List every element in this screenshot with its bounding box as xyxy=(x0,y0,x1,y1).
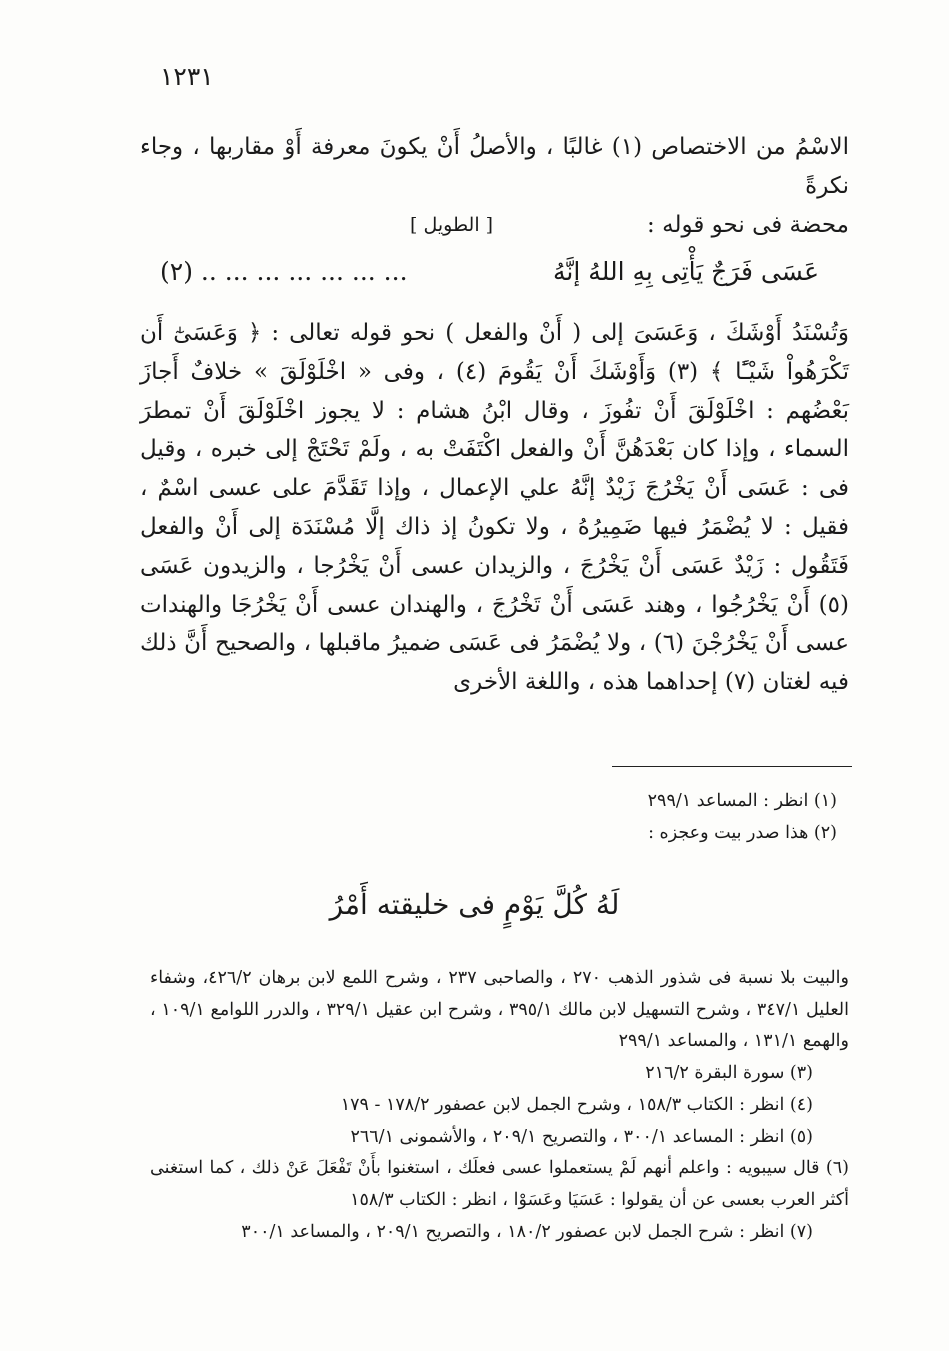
footnotes-top xyxy=(140,785,837,849)
footnote-6: (٦) قال سيبويه : واعلم أنهم لَمْ يستعملوا عسى فعلَك ، استغنوا بأَنْ تَفْعَلَ عَنْ ذلك ، كما استغنى أكثر العرب بعسى عن أن يقولوا : عَسَيَا وعَسَوْا ، انظر : الكتاب ١٥٨/٣ xyxy=(150,1158,849,1210)
footnote-2: (٢) هذا صدر بيت وعجزه : xyxy=(648,823,837,843)
verse-first-hemistich: عَسَى فَرَجٌ يَأْتِى بِهِ اللهُ إنَّهُ xyxy=(553,257,819,286)
body-paragraph: وَتُسْنَدُ أَوْشَكَ ، وَعَسَىَ إلى ( أَنْ والفعل ) نحو قوله تعالى : ﴿ وَعَسَىٰٓ أَن تَكْرَهُواْ شَيْـًٔا ﴾ (٣) وَأَوْشَكَ أَنْ يَقُومَ (٤) ، وفى « اخْلَوْلَقَ » خلافٌ أَجازَ بَعْضُهم : اخْلَوْلَقَ أَنْ تفُوزَ ، وقال ابْنُ هشام : لا يجوز اخْلَوْلَقَ أَنْ تمطرَ السماء ، وإذا كان بَعْدَهُنَّ أَنْ والفعل اكْتَفَتْ به ، ولَمْ تَحْتَجْ إلى خبره ، وقيل فى : عَسَى أَنْ يَخْرُجَ زَيْدٌ إنَّهُ علي الإعمال ، وإذا تَقَدَّمَ على عسى اسْمٌ ، فقيل : لا يُضْمَرُ فيها ضَمِيرُهُ ، ولا تكونُ إذ ذاك إلَّا مُسْنَدَة إلى أَنْ والفعل فَتَقُول : زَيْدٌ عَسَى أَنْ يَخْرُجَ ، والزيدان عسى أَنْ يَخْرُجا ، والزيدون عَسَى (٥) أَنْ يَخْرُجُوا ، وهند عَسَى أَنْ تَخْرُجَ ، والهندان عسى أَنْ يَخْرُجَا والهندات عسى أَنْ يَخْرُجْنَ (٦) ، ولا يُضْمَرُ فى عَسَى ضميرُ ماقبلها ، والصحيح أَنَّ ذلك فيه لغتان (٧) إحداهما هذه ، واللغة الأخرى xyxy=(140,320,850,696)
footnote-4: (٤) انظر : الكتاب ١٥٨/٣ ، وشرح الجمل لابن عصفور ١٧٨/٢ - ١٧٩ xyxy=(340,1094,813,1115)
paragraph-text: محضة فى نحو قوله : xyxy=(647,212,849,238)
meter-label: [ الطويل ] xyxy=(410,214,494,236)
main-text-body xyxy=(140,314,849,702)
main-text-top xyxy=(140,128,849,245)
footnote-2-continuation: والبيت بلا نسبة فى شذور الذهب ٢٧٠ ، والصاحبى ٢٣٧ ، وشرح اللمع لابن برهان ٤٢٦/٢، وشفاء العليل ٣٤٧/١ ، وشرح التسهيل لابن مالك ٣٩٥/١ ، وشرح ابن عقيل ٣٢٩/١ ، والدرر اللوامع ١٠٩/١ ، والهمع ١٣١/١ ، والمساعد ٢٩٩/١ xyxy=(150,968,849,1052)
footnote-1: (١) انظر : المساعد ٢٩٩/١ xyxy=(647,791,837,811)
verse-line xyxy=(160,255,819,289)
footnote-verse: لَهُ كُلَّ يَوْمٍ فى خليقته أَمْرُ xyxy=(329,888,620,921)
footnotes-bottom xyxy=(150,963,849,1248)
footnote-5: (٥) انظر : المساعد ٣٠٠/١ ، والتصريح ٢٠٩/١ ، والأشمونى ٢٦٦/١ xyxy=(350,1126,813,1147)
page-number: ١٢٣١ xyxy=(160,62,214,91)
verse-second-hemistich: ... ... ... ... ... ... .. (٢) xyxy=(160,257,408,286)
footnote-3: (٣) سورة البقرة ٢١٦/٢ xyxy=(645,1063,813,1084)
footnote-7: (٧) انظر : شرح الجمل لابن عصفور ١٨٠/٢ ، والتصريح ٢٠٩/١ ، والمساعد ٣٠٠/١ xyxy=(241,1221,813,1242)
paragraph-line xyxy=(140,206,849,245)
paragraph-line: الاسْمُ من الاختصاص (١) غالبًا ، والأصلُ أَنْ يكونَ معرفة أَوْ مقاربها ، وجاء نكرةً xyxy=(140,134,849,199)
footnote-separator xyxy=(612,766,852,767)
